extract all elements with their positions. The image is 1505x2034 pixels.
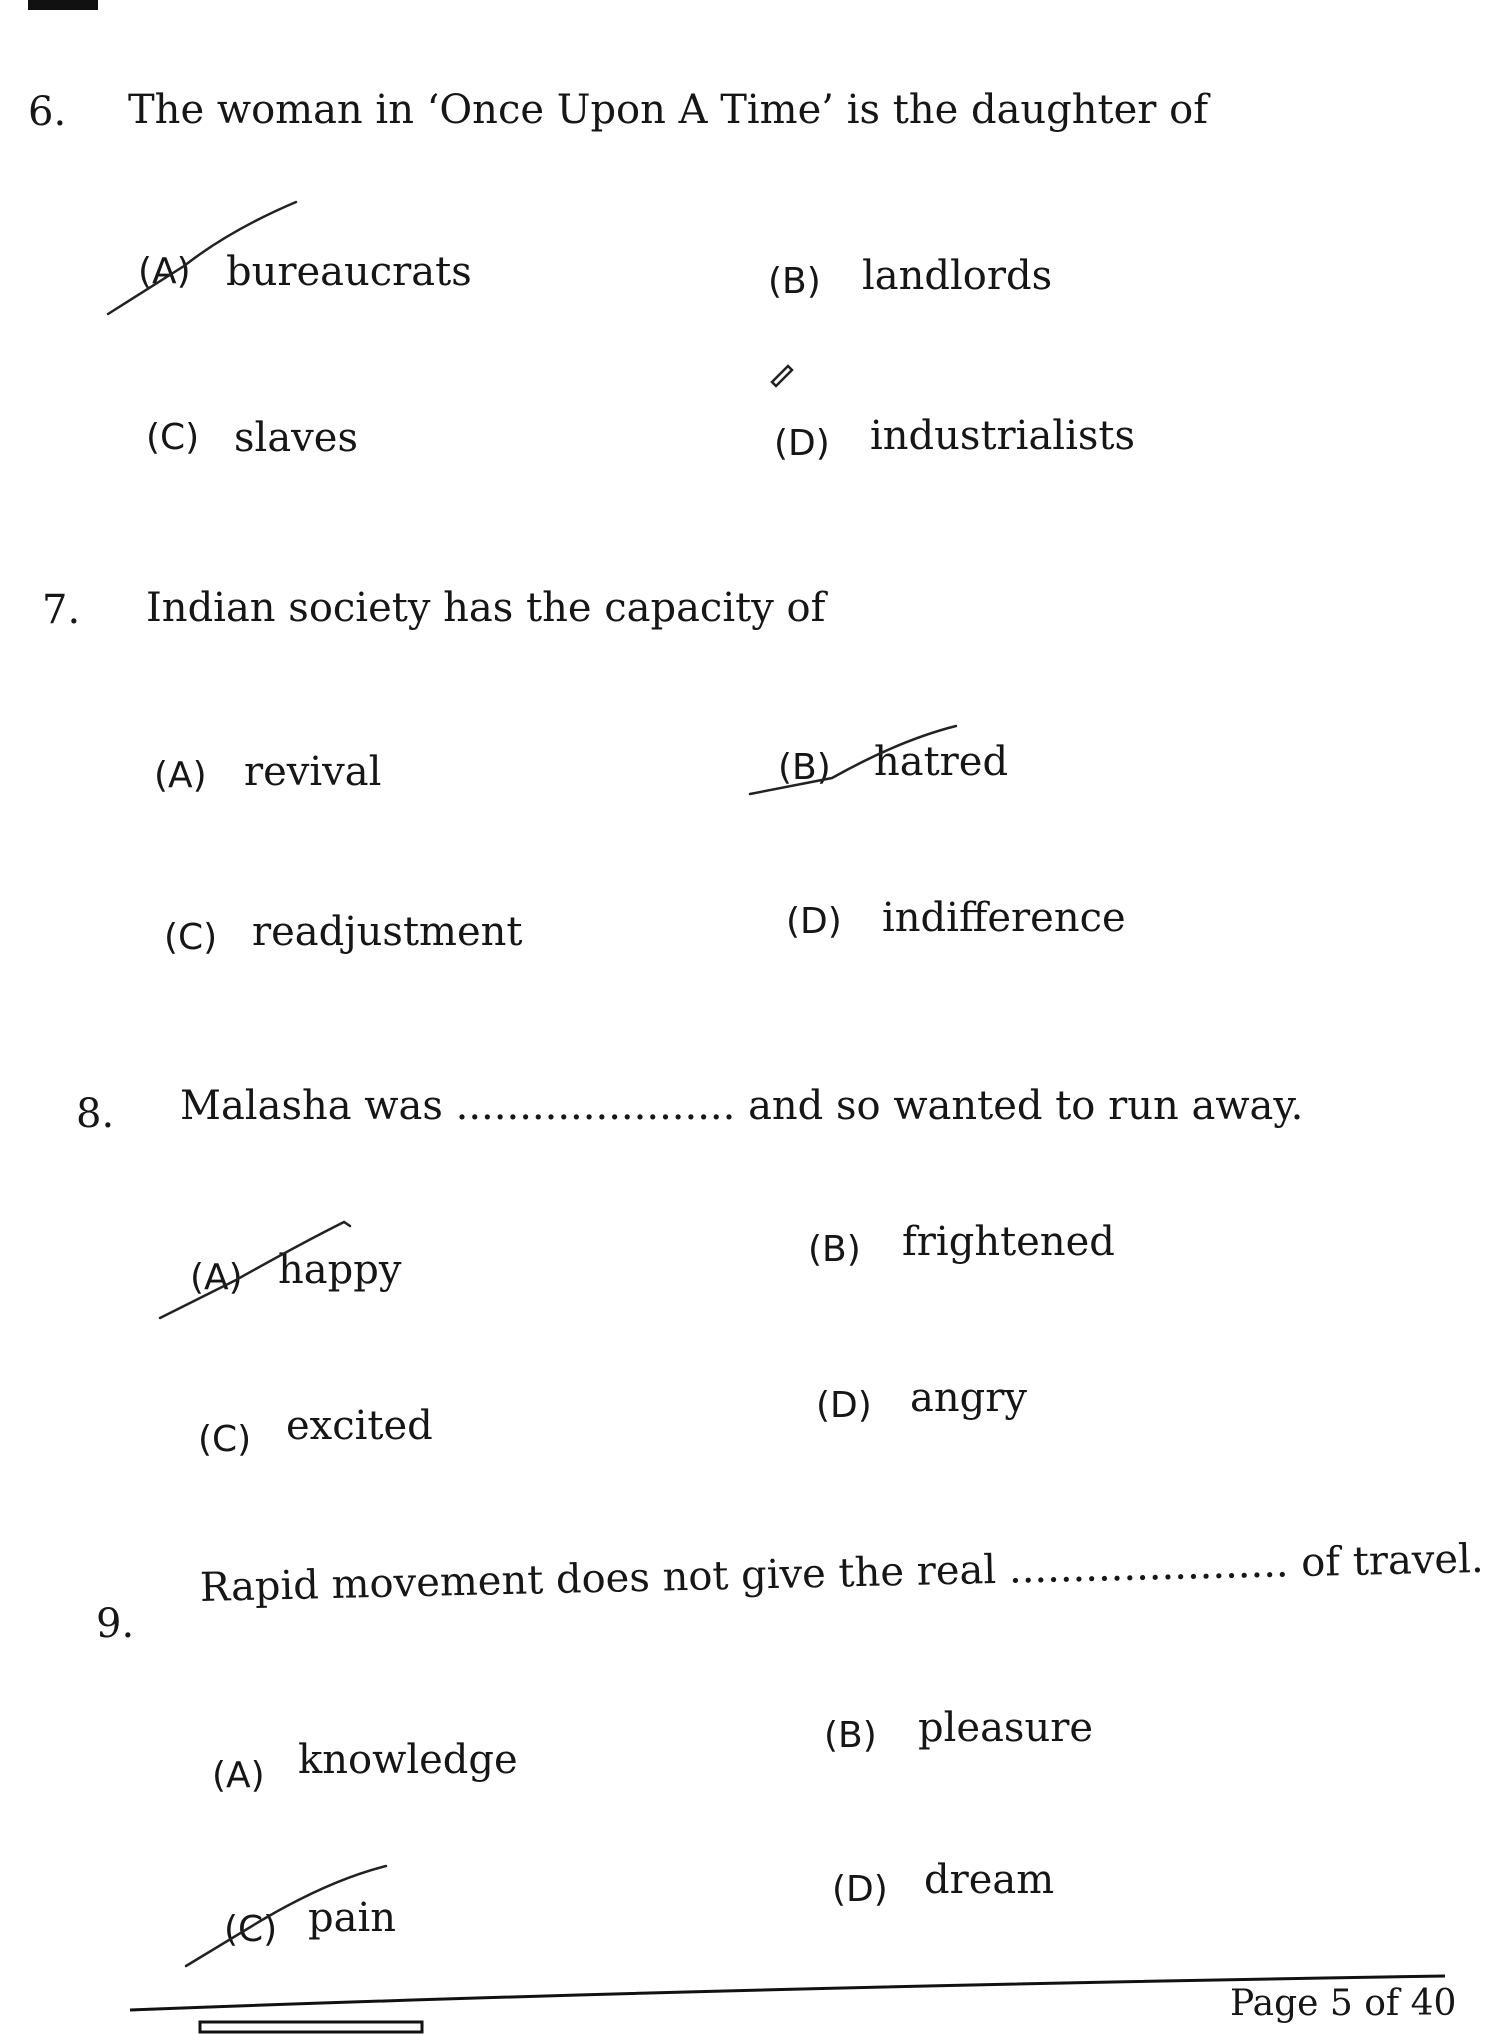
question-7-option-a-label[interactable]: (A): [154, 755, 207, 796]
question-9-option-a-label[interactable]: (A): [212, 1755, 265, 1796]
answer-tick-q6-a: [108, 202, 296, 314]
question-7-option-a-text[interactable]: revival: [244, 749, 382, 795]
question-7-option-c-text[interactable]: readjustment: [252, 909, 523, 955]
answer-tick-q8-a: [160, 1222, 350, 1318]
question-7-option-d-text[interactable]: indifference: [882, 895, 1126, 941]
question-6-option-d-label[interactable]: (D): [774, 423, 830, 464]
question-6-text: The woman in ‘Once Upon A Time’ is the daughter of: [128, 87, 1209, 133]
question-8-option-a-text[interactable]: happy: [278, 1247, 402, 1293]
question-6-option-c-text[interactable]: slaves: [234, 415, 358, 461]
question-8-option-c-text[interactable]: excited: [286, 1403, 433, 1449]
answer-tick-q9-c: [186, 1866, 386, 1966]
footer-rule: [130, 1976, 1445, 2010]
question-6-option-d-text[interactable]: industrialists: [870, 413, 1135, 459]
question-6-option-a-text[interactable]: bureaucrats: [226, 249, 472, 295]
question-9-text: Rapid movement does not give the real ...................... of travel.: [199, 1535, 1485, 1611]
question-9-option-c-label[interactable]: (C): [224, 1909, 278, 1950]
question-9-option-d-label[interactable]: (D): [832, 1869, 888, 1910]
question-9-option-b-label[interactable]: (B): [824, 1715, 877, 1756]
question-6-option-b-text[interactable]: landlords: [862, 253, 1053, 299]
question-9-option-c-text[interactable]: pain: [308, 1895, 397, 1941]
page-number: Page 5 of 40: [1230, 1983, 1457, 2024]
question-9-option-b-text[interactable]: pleasure: [918, 1705, 1093, 1751]
question-8-number: 8.: [76, 1091, 115, 1137]
question-7-option-b-text[interactable]: hatred: [874, 739, 1009, 785]
question-6-option-b-label[interactable]: (B): [768, 261, 821, 302]
question-7-number: 7.: [42, 587, 81, 633]
question-7-text: Indian society has the capacity of: [146, 585, 826, 631]
question-8-option-c-label[interactable]: (C): [198, 1419, 252, 1460]
question-8-text: Malasha was ...................... and so wanted to run away.: [180, 1083, 1304, 1129]
question-6-option-a-label[interactable]: (A): [138, 251, 191, 292]
question-8-option-d-label[interactable]: (D): [816, 1385, 872, 1426]
question-9-option-a-text[interactable]: knowledge: [298, 1737, 518, 1783]
question-8-option-b-text[interactable]: frightened: [902, 1219, 1115, 1265]
question-7-option-c-label[interactable]: (C): [164, 917, 218, 958]
question-8-option-a-label[interactable]: (A): [190, 1257, 243, 1298]
question-6-number: 6.: [28, 89, 67, 135]
question-8-option-b-label[interactable]: (B): [808, 1229, 861, 1270]
question-9-option-d-text[interactable]: dream: [924, 1857, 1055, 1903]
question-8-option-d-text[interactable]: angry: [910, 1375, 1027, 1421]
question-7-option-d-label[interactable]: (D): [786, 901, 842, 942]
question-9-number: 9.: [96, 1601, 135, 1647]
footer-box-edge: [200, 2022, 422, 2032]
pencil-doodle: [772, 366, 792, 386]
question-7-option-b-label[interactable]: (B): [778, 747, 831, 788]
answer-tick-q7-b: [750, 726, 956, 794]
question-6-option-c-label[interactable]: (C): [146, 417, 200, 458]
